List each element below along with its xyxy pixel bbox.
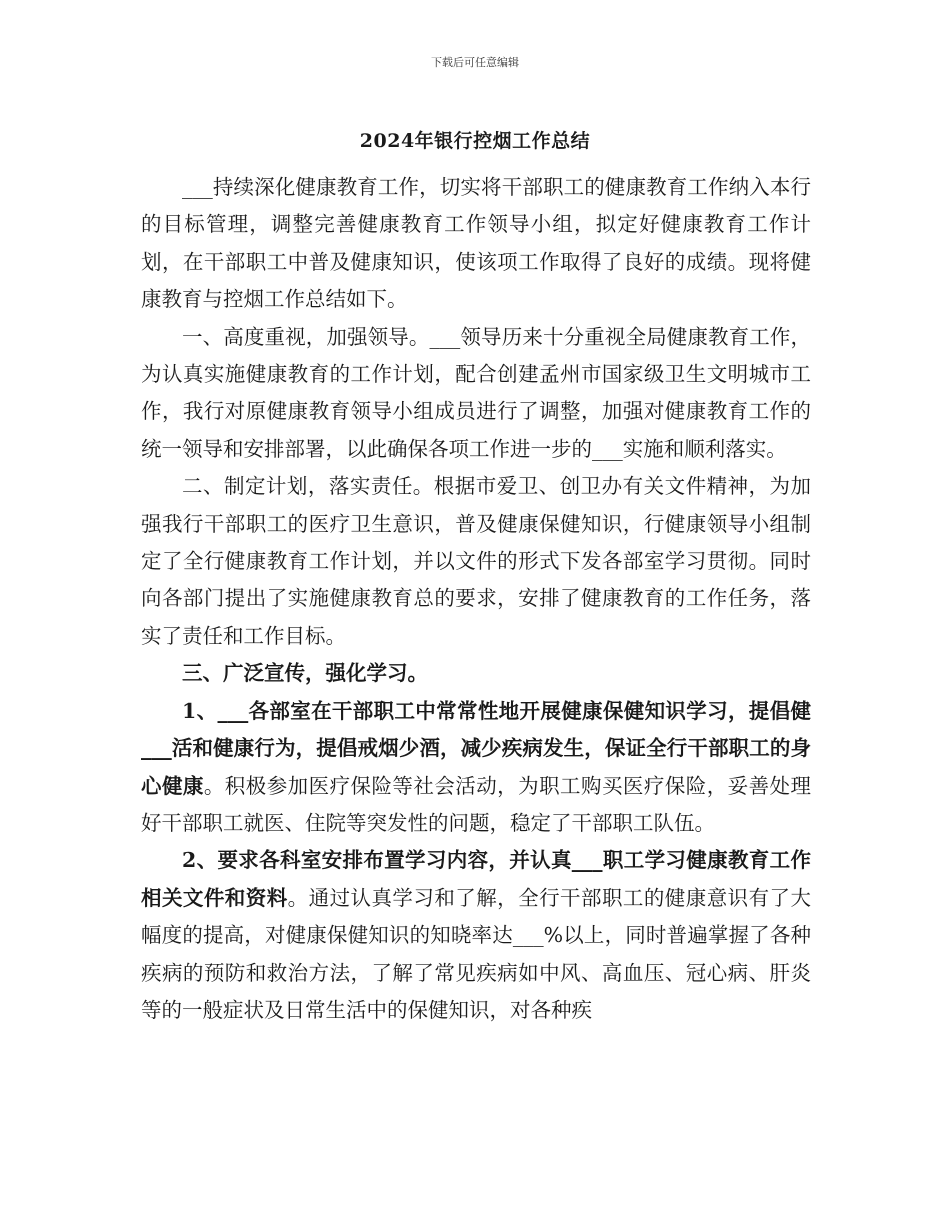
paragraph-bold-lead: 1、___各部室在干部职工中常常性地开展健康保健知识学习，提倡健___活和健康行为，提倡戒烟少酒，减少疾病发生，保证全行干部职工的身心健康 xyxy=(141,698,811,798)
section-heading-3 xyxy=(141,655,811,692)
paragraph-text: 二、制定计划，落实责任。根据市爱卫、创卫办有关文件精神，为加强我行干部职工的医疗卫生意识，普及健康保健知识，行健康领导小组制定了全行健康教育工作计划，并以文件的形式下发各部室学习贯彻。同时向各部门提出了实施健康教育总的要求，安排了健康教育的工作任务，落实了责任和工作目标。 xyxy=(141,474,811,648)
paragraph-item-1 xyxy=(141,693,811,843)
paragraph-section-2 xyxy=(141,468,811,655)
header-note: 下载后可任意编辑 xyxy=(431,56,519,69)
document-title: 2024年银行控烟工作总结 xyxy=(359,130,591,152)
paragraph-intro xyxy=(141,169,811,319)
document-body xyxy=(141,169,811,1029)
paragraph-text: 三、广泛宣传，强化学习。 xyxy=(182,661,428,686)
paragraph-item-2 xyxy=(141,842,811,1029)
paragraph-section-1 xyxy=(141,319,811,469)
paragraph-bold-lead: 2、要求各科室安排布置学习内容，并认真___职工学习健康教育工作相关文件和资料 xyxy=(141,848,811,910)
paragraph-text: 。通过认真学习和了解，全行干部职工的健康意识有了大幅度的提高，对健康保健知识的知晓率达___%以上，同时普遍掌握了各种疾病的预防和救治方法，了解了常见疾病如中风、高血压、冠心病、肝炎等的一般症状及日常生活中的保健知识，对各种疾 xyxy=(141,885,812,1022)
paragraph-text: ___持续深化健康教育工作，切实将干部职工的健康教育工作纳入本行的目标管理，调整完善健康教育工作领导小组，拟定好健康教育工作计划，在干部职工中普及健康知识，使该项工作取得了良好的成绩。现将健康教育与控烟工作总结如下。 xyxy=(141,175,811,312)
paragraph-text: 。积极参加医疗保险等社会活动，为职工购买医疗保险，妥善处理好干部职工就医、住院等突发性的问题，稳定了干部职工队伍。 xyxy=(141,773,812,835)
paragraph-text: 一、高度重视，加强领导。___领导历来十分重视全局健康教育工作，为认真实施健康教育的工作计划，配合创建孟州市国家级卫生文明城市工作，我行对原健康教育领导小组成员进行了调整，加强对健康教育工作的统一领导和安排部署，以此确保各项工作进一步的___实施和顺利落实。 xyxy=(141,324,811,461)
